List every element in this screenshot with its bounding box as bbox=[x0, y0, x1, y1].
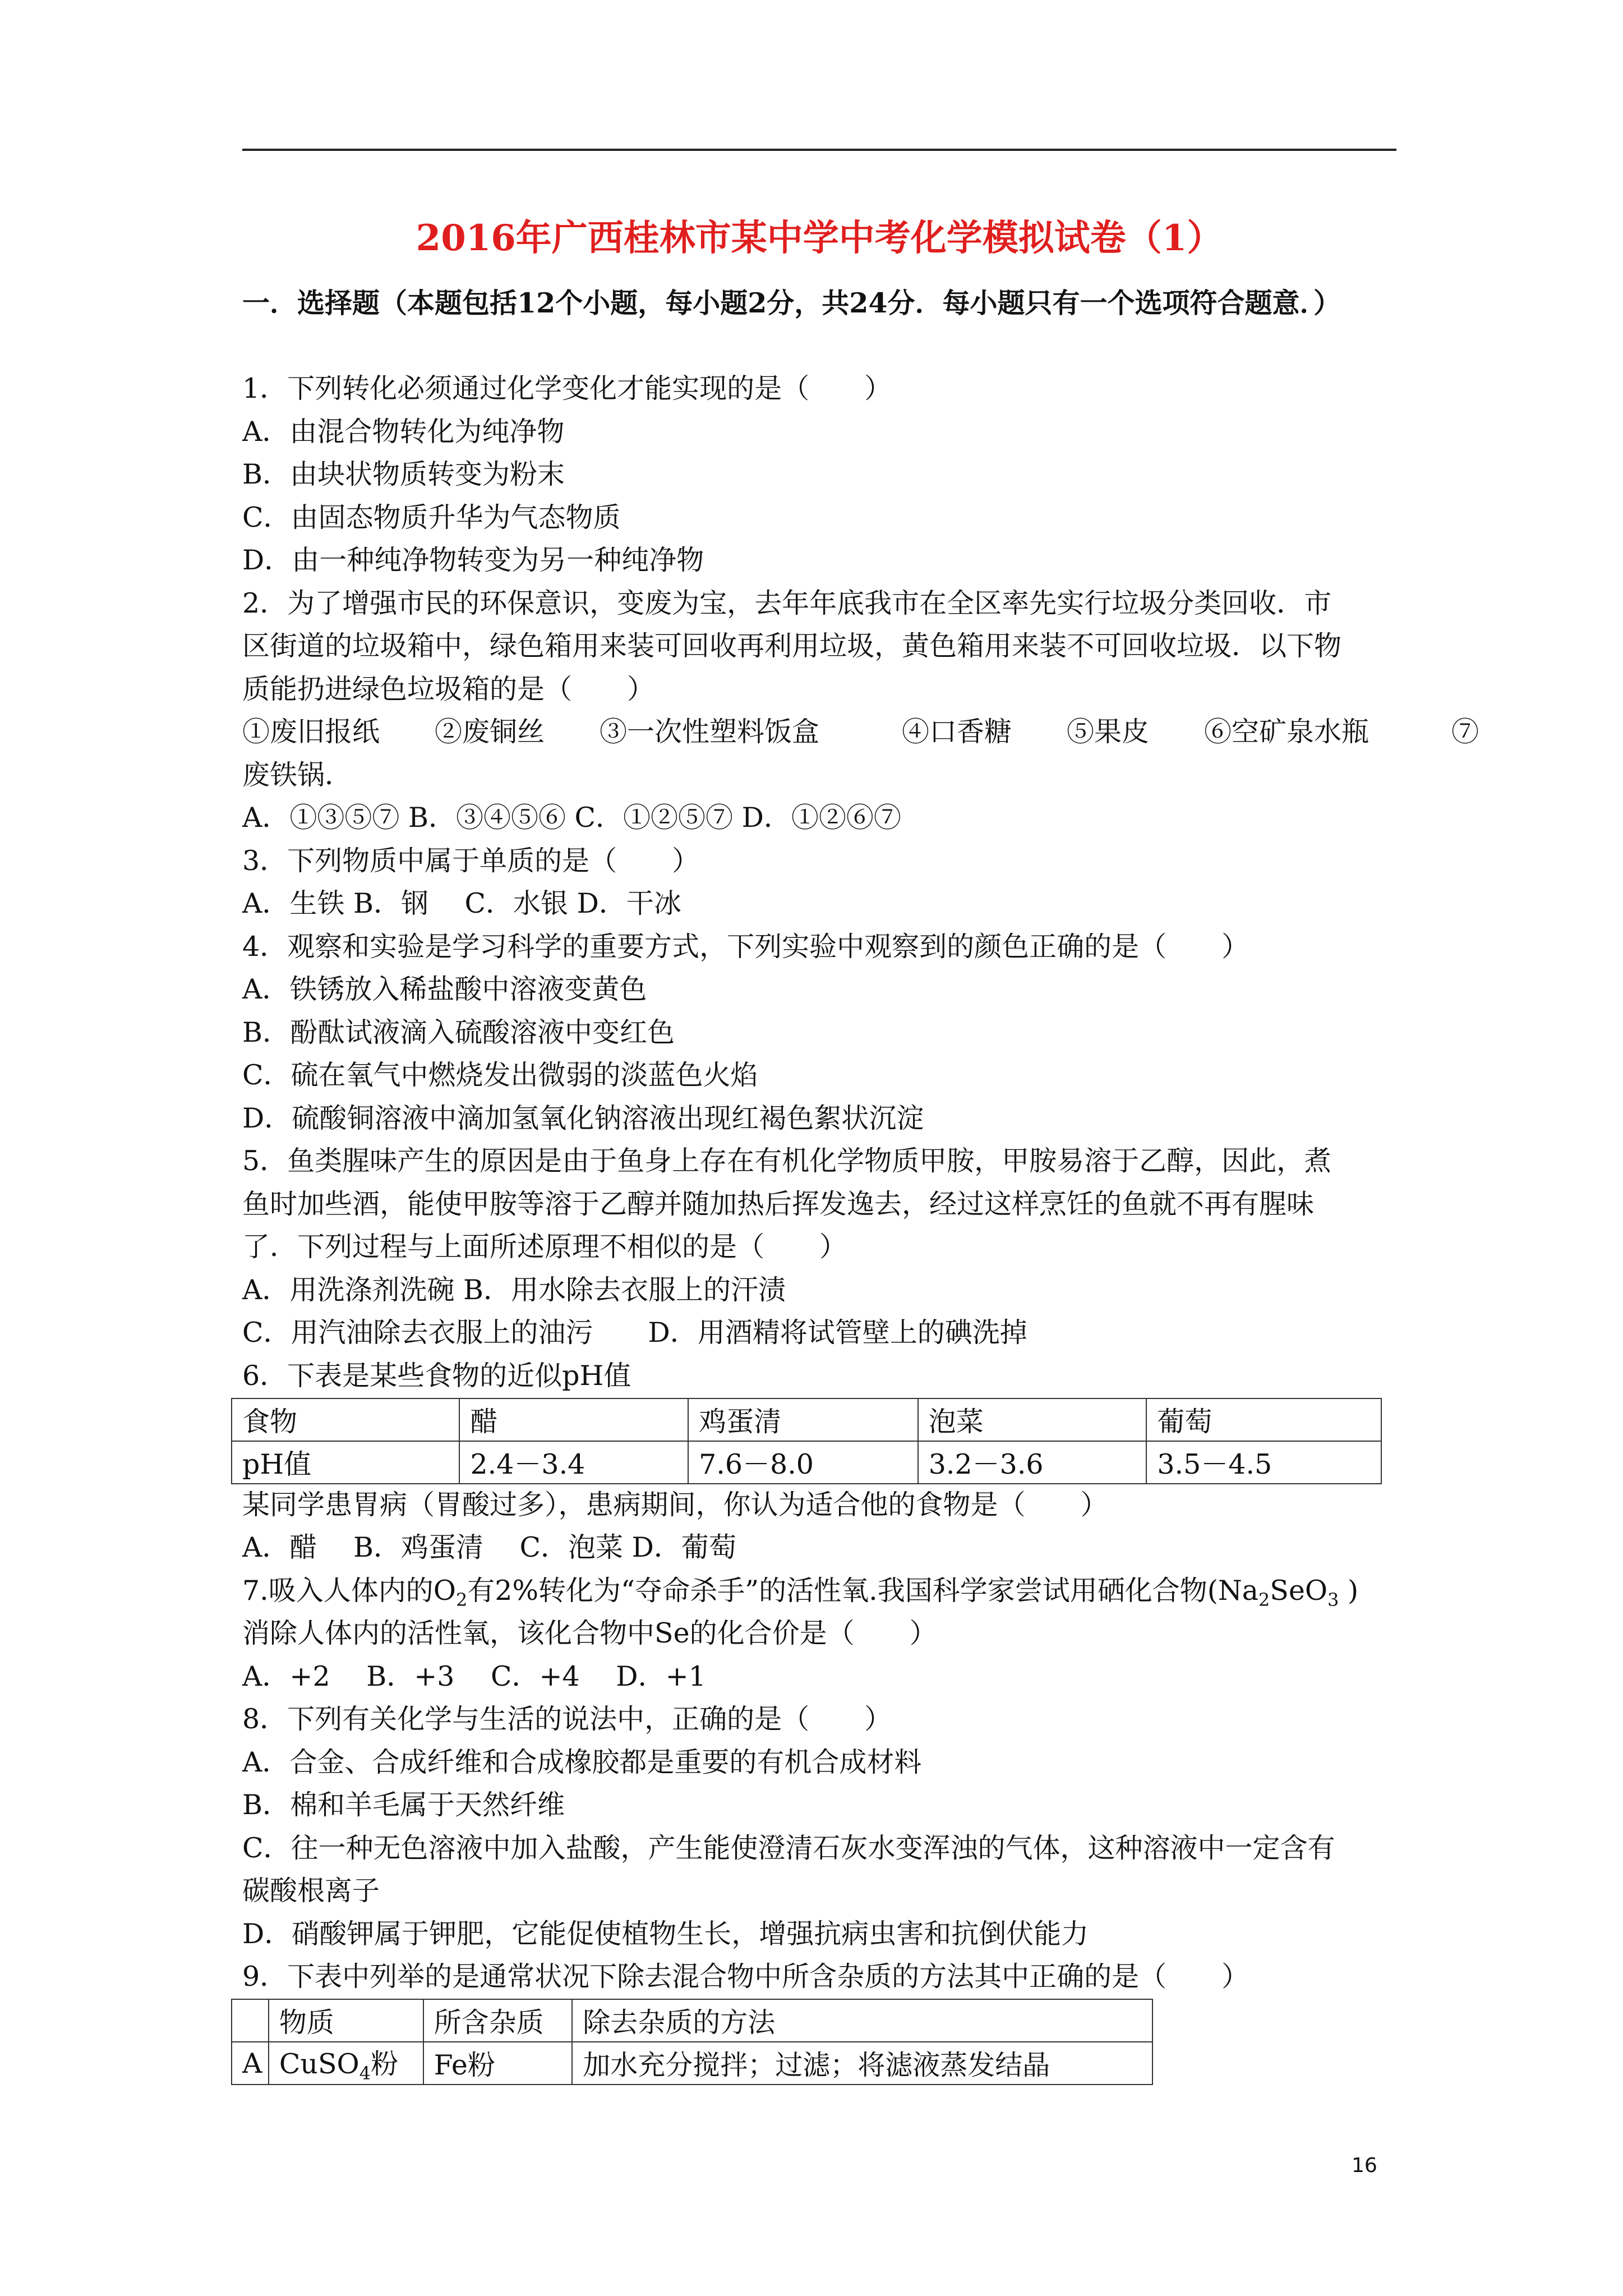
q6-followup: 某同学患胃病（胃酸过多），患病期间，你认为适合他的食物是（ ） bbox=[242, 1489, 1108, 1521]
impurity-table-row-label: A bbox=[232, 2042, 269, 2085]
q1-stem: 1．下列转化必须通过化学变化才能实现的是（ ） bbox=[242, 372, 892, 404]
table-row bbox=[232, 1441, 1381, 1484]
impurity-table-header-impurity: 所含杂质 bbox=[423, 1999, 573, 2042]
ph-table-cell-pickles: 3.2－3.6 bbox=[918, 1441, 1147, 1484]
page-number: 16 bbox=[1352, 2154, 1377, 2177]
q5-stem-line3: 了．下列过程与上面所述原理不相似的是（ ） bbox=[242, 1231, 847, 1263]
ph-table-row-label: pH值 bbox=[232, 1441, 459, 1484]
q3-options: A．生铁 B．钢 C．水银 D．干冰 bbox=[242, 887, 681, 919]
q5-options-cd: C．用汽油除去衣服上的油污 D．用酒精将试管壁上的碘洗掉 bbox=[242, 1317, 1027, 1349]
q2-options: A．①③⑤⑦ B．③④⑤⑥ C．①②⑤⑦ D．①②⑥⑦ bbox=[242, 802, 901, 834]
table-row bbox=[232, 1999, 1152, 2042]
q2-items-line2: 废铁锅． bbox=[242, 759, 353, 791]
ph-table-header-food: 食物 bbox=[232, 1398, 459, 1441]
impurity-table-header-substance: 物质 bbox=[269, 1999, 423, 2042]
q4-stem: 4．观察和实验是学习科学的重要方式，下列实验中观察到的颜色正确的是（ ） bbox=[242, 931, 1249, 963]
ph-table-header-grapes: 葡萄 bbox=[1146, 1398, 1381, 1441]
ph-table-header-pickles: 泡菜 bbox=[918, 1398, 1147, 1441]
impurity-table-cell-method: 加水充分搅拌；过滤；将滤液蒸发结晶 bbox=[572, 2042, 1152, 2085]
q5-stem-line1: 5．鱼类腥味产生的原因是由于鱼身上存在有机化学物质甲胺，甲胺易溶于乙醇，因此，煮 bbox=[242, 1145, 1332, 1177]
ph-table-cell-egg-white: 7.6－8.0 bbox=[688, 1441, 918, 1484]
q5-stem-line2: 鱼时加些酒，能使甲胺等溶于乙醇并随加热后挥发逸去，经过这样烹饪的鱼就不再有腥味 bbox=[242, 1188, 1315, 1220]
q4-option-d: D．硫酸铜溶液中滴加氢氧化钠溶液出现红褐色絮状沉淀 bbox=[242, 1102, 924, 1134]
q4-option-a: A．铁锈放入稀盐酸中溶液变黄色 bbox=[242, 973, 647, 1005]
q8-option-c-line2: 碳酸根离子 bbox=[242, 1875, 380, 1907]
impurity-table-cell-substance: CuSO$_4$粉 bbox=[269, 2042, 423, 2085]
q2-stem-line3: 质能扔进绿色垃圾箱的是（ ） bbox=[242, 673, 655, 705]
q3-stem: 3．下列物质中属于单质的是（ ） bbox=[242, 845, 700, 877]
impurity-table-cell-impurity: Fe粉 bbox=[423, 2042, 573, 2085]
page-title: 2016年广西桂林市某中学中考化学模拟试卷（1） bbox=[416, 217, 1223, 259]
header-rule bbox=[242, 149, 1396, 151]
impurity-table-header-method: 除去杂质的方法 bbox=[572, 1999, 1152, 2042]
q5-options-ab: A．用洗涤剂洗碗 B．用水除去衣服上的汗渍 bbox=[242, 1274, 786, 1306]
q9-stem: 9．下表中列举的是通常状况下除去混合物中所含杂质的方法其中正确的是（ ） bbox=[242, 1961, 1249, 1993]
ph-table bbox=[231, 1398, 1382, 1484]
q2-items-line1: ①废旧报纸 ②废铜丝 ③一次性塑料饭盒 ④口香糖 ⑤果皮 ⑥空矿泉水瓶 ⑦ bbox=[242, 716, 1479, 748]
table-row bbox=[232, 1398, 1381, 1441]
q8-stem: 8．下列有关化学与生活的说法中，正确的是（ ） bbox=[242, 1703, 892, 1735]
q1-option-d: D．由一种纯净物转变为另一种纯净物 bbox=[242, 544, 704, 576]
q4-option-c: C．硫在氧气中燃烧发出微弱的淡蓝色火焰 bbox=[242, 1059, 758, 1091]
q2-stem-line2: 区街道的垃圾箱中，绿色箱用来装可回收再利用垃圾，黄色箱用来装不可回收垃圾．以下物 bbox=[242, 630, 1342, 662]
q6-stem: 6．下表是某些食物的近似pH值 bbox=[242, 1360, 631, 1392]
q1-option-b: B．由块状物质转变为粉末 bbox=[242, 458, 565, 490]
q6-options: A．醋 B．鸡蛋清 C．泡菜 D．葡萄 bbox=[242, 1531, 736, 1563]
ph-table-header-egg-white: 鸡蛋清 bbox=[688, 1398, 918, 1441]
q8-option-c-line1: C．往一种无色溶液中加入盐酸，产生能使澄清石灰水变浑浊的气体，这种溶液中一定含有 bbox=[242, 1832, 1335, 1864]
q7-stem-line2: 消除人体内的活性氧，该化合物中Se的化合价是（ ） bbox=[242, 1617, 937, 1649]
q2-stem-line1: 2．为了增强市民的环保意识，变废为宝，去年年底我市在全区率先实行垃圾分类回收．市 bbox=[242, 587, 1332, 619]
ph-table-header-vinegar: 醋 bbox=[459, 1398, 688, 1441]
q7-options: A．+2 B．+3 C．+4 D．+1 bbox=[242, 1660, 706, 1692]
q8-option-b: B．棉和羊毛属于天然纤维 bbox=[242, 1789, 565, 1821]
impurity-table bbox=[231, 1999, 1153, 2085]
q8-option-d: D．硝酸钾属于钾肥，它能促使植物生长，增强抗病虫害和抗倒伏能力 bbox=[242, 1918, 1089, 1950]
ph-table-cell-grapes: 3.5－4.5 bbox=[1146, 1441, 1381, 1484]
ph-table-cell-vinegar: 2.4－3.4 bbox=[459, 1441, 688, 1484]
section-heading: 一．选择题（本题包括12个小题，每小题2分，共24分．每小题只有一个选项符合题意．） bbox=[242, 287, 1341, 319]
table-row bbox=[232, 2042, 1152, 2085]
impurity-table-header-blank bbox=[232, 1999, 269, 2042]
q1-option-c: C．由固态物质升华为气态物质 bbox=[242, 501, 621, 533]
q4-option-b: B．酚酞试液滴入硫酸溶液中变红色 bbox=[242, 1016, 675, 1048]
q8-option-a: A．合金、合成纤维和合成橡胶都是重要的有机合成材料 bbox=[242, 1746, 922, 1778]
q7-stem-line1: 7.吸入人体内的$O_2$有2%转化为“夺命杀手”的活性氧.我国科学家尝试用硒化合物($Na_2SeO_3$ ) bbox=[242, 1575, 1359, 1611]
q1-option-a: A．由混合物转化为纯净物 bbox=[242, 416, 565, 448]
